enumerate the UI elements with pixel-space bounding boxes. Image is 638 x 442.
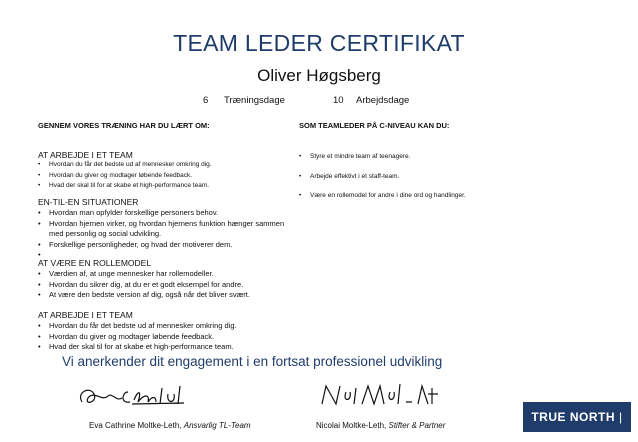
training-days-label: Træningsdage: [224, 95, 285, 106]
training-days-count: 6: [203, 95, 209, 106]
list-item: • Hvad der skal til for at skabe et high-performance team.: [38, 181, 288, 192]
list-item: • Hvordan du sikrer dig, at du er et godt eksempel for andre.: [38, 280, 298, 291]
signatory-left-name: Eva Cathrine Moltke-Leth,: [89, 421, 182, 430]
section-list: [38, 269, 298, 301]
right-column-heading: SOM TEAMLEDER PÅ C-NIVEAU KAN DU:: [299, 121, 450, 130]
left-column-heading: GENNEM VORES TRÆNING HAR DU LÆRT OM:: [38, 121, 210, 130]
list-item: • Hvordan du får det bedste ud af mennesker omkring dig.: [38, 321, 298, 332]
list-item: • Hvordan du giver og modtager løbende feedback.: [38, 332, 298, 343]
right-list: [299, 152, 599, 211]
certificate-title: TEAM LEDER CERTIFIKAT: [173, 30, 465, 56]
signature-right-image: [316, 378, 446, 412]
list-item: • Hvordan du giver og modtager løbende feedback.: [38, 171, 288, 182]
list-item: • Arbejde effektivt i et staff-team.: [299, 172, 599, 183]
section-title: AT ARBEJDE I ET TEAM: [38, 150, 133, 160]
section-list: [38, 160, 288, 192]
true-north-logo: [523, 402, 631, 432]
list-item: • Hvordan hjernen virker, og hvordan hjernens funktion hænger sammen med personlig og social udvikling.: [38, 219, 290, 240]
list-item: • Værdien af, at unge mennesker har rollemodeller.: [38, 269, 298, 280]
section-list: [38, 321, 298, 353]
signatory-right: [316, 421, 445, 430]
list-item: • Styre et mindre team af teenagere.: [299, 152, 599, 163]
work-days-label: Arbejdsdage: [356, 95, 410, 106]
section-title: EN-TIL-EN SITUATIONER: [38, 197, 139, 207]
signatory-right-role: Stifter & Partner: [388, 421, 446, 430]
signatory-left-role: Ansvarlig TL-Team: [183, 421, 251, 430]
recipient-name: Oliver Høgsberg: [257, 66, 381, 85]
list-item: • Hvordan du får det bedste ud af mennesker omkring dig.: [38, 160, 288, 171]
logo-bar-icon: |: [619, 410, 623, 424]
signatory-left: [89, 421, 251, 430]
section-title: AT ARBEJDE I ET TEAM: [38, 310, 133, 320]
recognition-statement: Vi anerkender dit engagement i en fortsat professionel udvikling: [62, 354, 443, 369]
list-item: • At være den bedste version af dig, også når det bliver svært.: [38, 290, 298, 301]
signatory-right-name: Nicolai Moltke-Leth,: [316, 421, 387, 430]
section-list: [38, 208, 290, 250]
list-item: • Forskellige personligheder, og hvad der motiverer dem.: [38, 240, 290, 251]
list-item: • Hvordan man opfylder forskellige personers behov.: [38, 208, 290, 219]
list-item: • Hvad der skal til for at skabe et high-performance team.: [38, 342, 298, 353]
list-item: • Være en rollemodel for andre i dine ord og handlinger.: [299, 191, 599, 202]
work-days-count: 10: [333, 95, 344, 106]
section-title: AT VÆRE EN ROLLEMODEL: [38, 258, 152, 268]
logo-text: TRUE NORTH: [531, 410, 616, 424]
signature-left-image: [72, 380, 212, 412]
